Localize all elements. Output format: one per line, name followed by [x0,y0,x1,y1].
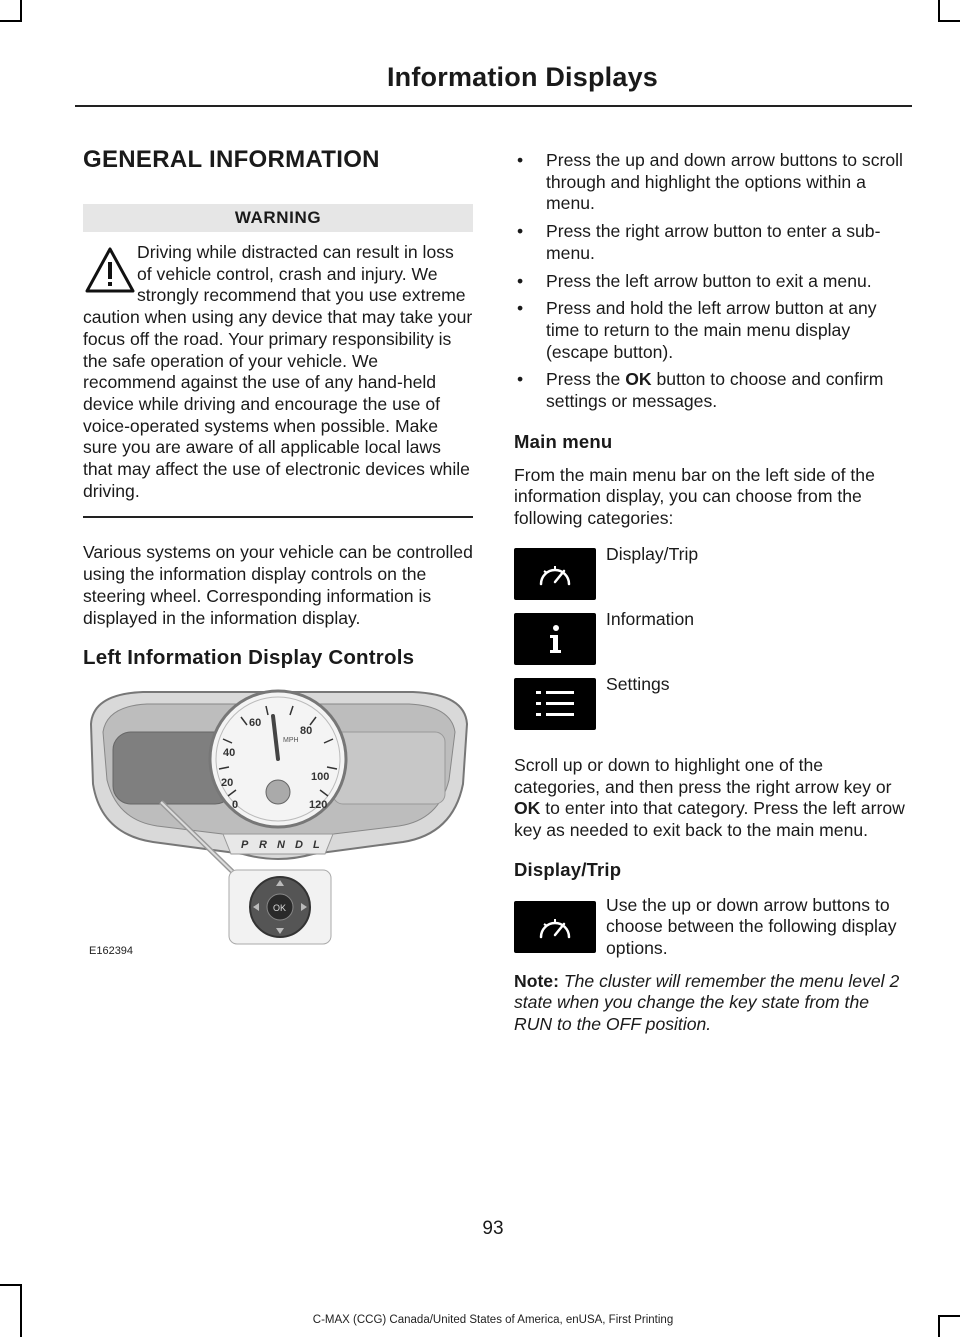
left-column [83,140,473,969]
warning-box [83,242,473,502]
ok-keyword: OK [514,798,541,819]
speed-tick-label: 20 [221,777,234,790]
warning-heading: WARNING [83,204,473,232]
crop-mark [20,1285,22,1337]
menu-row-display-trip [514,543,909,613]
header-rule [75,105,912,107]
speed-tick-label: 80 [300,725,313,738]
gear-letter: N [277,839,285,852]
list-item-text: Press the up and down arrow buttons to scroll through and highlight the options within a menu. [546,150,903,214]
gear-letter: D [295,839,303,852]
speed-unit-label: MPH [283,737,299,745]
section-title: GENERAL INFORMATION [83,146,380,173]
info-icon [514,613,596,665]
gauge-icon [514,548,596,600]
warning-rule [83,516,473,518]
intro-paragraph: Various systems on your vehicle can be controlled using the information display controls on the steering wheel. Corresponding information is displayed in the information display. [83,542,473,628]
bullet-marker: • [517,221,524,242]
note-text: The cluster will remember the menu level 2 state when you change the key state from the RUN to the OFF position. [514,970,900,1035]
crop-mark [0,1284,22,1286]
settings-list-icon [514,678,596,730]
display-trip-heading: Display/Trip [514,858,622,880]
subheading-left-controls: Left Information Display Controls [83,646,415,670]
list-item [514,271,909,293]
menu-row-settings [514,673,909,743]
menu-category-list [514,543,909,743]
warning-triangle-icon [83,244,137,298]
bullet-marker: • [517,270,524,291]
crop-mark [938,20,960,22]
speed-tick-label: 40 [223,747,236,760]
speed-tick-label: 120 [309,799,328,812]
list-item [514,369,909,412]
menu-row-information [514,608,909,678]
list-item-text: Press the left arrow button to exit a menu. [546,270,872,291]
list-item-text: Press and hold the left arrow button at any time to return to the main menu display (escape button). [546,298,877,362]
main-menu-paragraph: From the main menu bar on the left side of the information display, you can choose from the following categories: [514,464,875,529]
list-item-text: Press the [546,369,626,390]
menu-label-display-trip: Display/Trip [606,543,699,564]
main-menu-heading: Main menu [514,430,613,452]
speed-tick-label: 60 [249,717,262,730]
note-paragraph [514,971,909,1036]
list-item [514,221,909,264]
bullet-marker: • [517,150,524,170]
scroll-text: to enter into that category. Press the left arrow key as needed to exit back to the main menu. [514,798,905,840]
menu-label-settings: Settings [606,673,670,694]
warning-text: Driving while distracted can result in loss of vehicle control, crash and injury. We strongly recommend that you use extreme caution when using any device that may take your focus off the road. Your primary responsibility is the safe operation of your vehicle. We recommend against the use of any hand-held device while driving and encourage the use of voice-operated systems when possible. Make sure you are aware of all applicable local laws that may affect the use of electronic devices while driving. [83,242,473,501]
figure-code: E162394 [89,945,134,958]
bullet-marker: • [517,369,524,390]
speed-tick-label: 100 [311,771,330,784]
note-label: Note: [514,970,559,991]
gauge-icon [514,901,596,953]
list-item-text: button to choose and confirm settings or messages. [546,369,884,412]
edition-footer: C-MAX (CCG) Canada/United States of America, enUSA, First Printing [312,1314,674,1326]
page-number: 93 [482,1218,504,1239]
speed-tick-label: 0 [232,799,239,812]
menu-label-information: Information [606,608,695,629]
display-trip-row [514,895,909,965]
right-column [514,140,909,1036]
page-header-title: Information Displays [386,62,658,92]
list-item [514,150,909,215]
gear-letter: P [241,839,249,852]
list-item-text: Press the right arrow button to enter a sub-menu. [546,221,881,263]
crop-mark [938,0,940,22]
crop-mark [0,20,22,22]
instrument-cluster-figure [83,684,473,964]
scroll-paragraph [514,755,909,842]
gear-letter: R [259,839,267,852]
scroll-text: Scroll up or down to highlight one of the categories, and then press the right arrow key or [514,754,892,797]
ok-keyword: OK [625,369,652,390]
gear-letter: L [313,839,320,852]
list-item [514,298,909,363]
bullet-marker: • [517,298,524,319]
ok-button-label: OK [273,903,287,914]
display-trip-paragraph: Use the up or down arrow buttons to choose between the following display options. [606,894,897,959]
crop-mark [20,0,22,22]
bullet-list [514,150,909,413]
